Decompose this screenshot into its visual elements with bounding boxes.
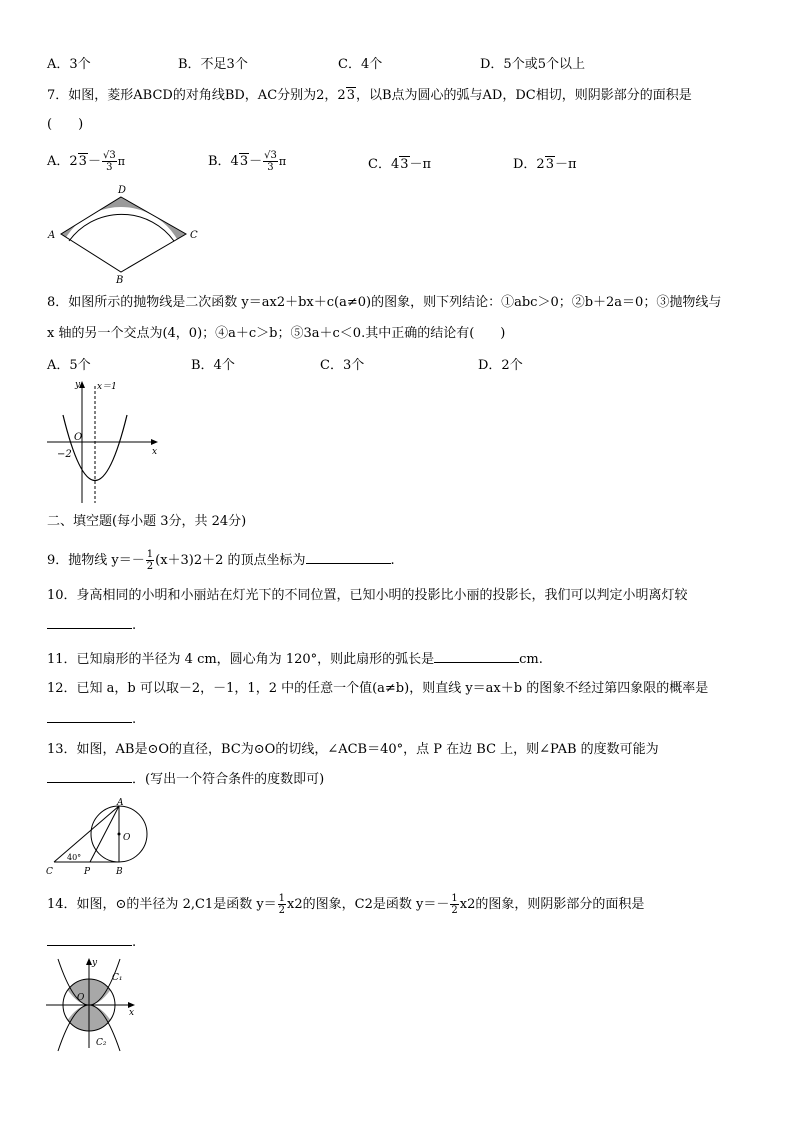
q14-label-y: y	[92, 958, 98, 968]
q13-line-ap	[90, 806, 119, 862]
q13-label-o: O	[123, 833, 131, 843]
q8-label-x: x	[152, 447, 158, 457]
q14-frac1	[278, 893, 286, 916]
q9-num: 1	[146, 549, 154, 560]
q7-b-pi: π	[278, 155, 287, 168]
q9-stem	[47, 549, 395, 572]
q7-a-sqrt: 3	[78, 154, 87, 169]
q7-b-num: √3	[264, 150, 277, 161]
q10-answer-line	[47, 614, 136, 636]
q13-answer-blank[interactable]	[47, 768, 132, 783]
q7-stem-part2: ，以B点为圆心的弧与AD，DC相切，则阴影部分的面积是	[355, 88, 692, 103]
q13-label-c: C	[46, 867, 53, 877]
q7-b-frac	[263, 150, 278, 173]
q7-b-pre: B．4	[208, 154, 239, 169]
q7-a-pi: π	[117, 155, 125, 168]
q14-den1: 2	[278, 905, 286, 916]
q11-pre: 11．已知扇形的半径为 4 cm，圆心角为 120°，则此扇形的弧长是	[47, 652, 435, 667]
q13-center-dot	[118, 833, 121, 836]
q7-a-frac	[102, 150, 117, 173]
q6-option-c: C．4个	[338, 57, 383, 72]
q7-stem	[47, 86, 692, 106]
q6-option-b: B．不足3个	[178, 57, 248, 72]
q14-label-c1: C₁	[112, 973, 123, 983]
q7-rhombus-figure	[40, 182, 210, 287]
q7-label-a: A	[48, 230, 56, 241]
q13-stem: 13．如图，AB是⊙O的直径，BC为⊙O的切线，∠ACB＝40°，点 P 在边 BC 上，则∠PAB 的度数可能为	[47, 742, 659, 757]
q13-line-ac	[54, 806, 119, 862]
q7-option-a	[47, 150, 125, 173]
q8-label-y: y	[75, 380, 81, 390]
q13-label-p: P	[84, 867, 91, 877]
q7-stem-part1: 7．如图，菱形ABCD的对角线BD，AC分别为2，2	[47, 88, 346, 103]
q11-answer-blank[interactable]	[434, 648, 519, 663]
q14-circle-parabola-figure	[44, 955, 144, 1050]
q9-end: .	[390, 553, 395, 568]
q7-b-den: 3	[267, 162, 274, 173]
q8-label-origin: O	[74, 432, 83, 443]
q7-a-minus: －	[87, 154, 101, 169]
q8-label-neg2: −2	[57, 449, 72, 460]
q10-answer-blank[interactable]	[47, 614, 132, 629]
q7-option-d	[513, 155, 577, 175]
q7-d-post: －π	[554, 157, 577, 172]
q14-stem	[47, 893, 644, 916]
q14-frac2	[450, 893, 458, 916]
q7-d-pre: D．2	[513, 157, 545, 172]
q9-frac	[146, 549, 154, 572]
q12-end: .	[132, 712, 137, 727]
q8-option-d: D．2个	[478, 358, 523, 373]
q7-option-c	[368, 155, 431, 175]
q12-answer-blank[interactable]	[47, 708, 132, 723]
q13-circle-figure	[44, 800, 154, 880]
q14-label-x: x	[129, 1008, 135, 1018]
q7-b-minus: －	[249, 154, 263, 169]
q7-option-b	[208, 150, 286, 173]
q13-answer-line	[47, 768, 324, 790]
q14-end: .	[132, 935, 137, 950]
q14-label-o: O	[77, 993, 85, 1003]
q7-b-sqrt: 3	[239, 154, 249, 169]
q7-label-b: B	[116, 275, 124, 286]
q8-stem-line2: x 轴的另一个交点为(4，0)；④a＋c＞b；⑤3a＋c＜0.其中正确的结论有( )	[47, 326, 506, 341]
q12-answer-line	[47, 708, 136, 730]
q7-c-sqrt: 3	[400, 157, 409, 172]
q14-num2: 1	[451, 893, 458, 904]
section2-title: 二、填空题(每小题 3分，共 24分)	[47, 514, 247, 529]
q13-label-a: A	[117, 798, 124, 808]
q7-d-sqrt: 3	[545, 157, 554, 172]
q9-answer-blank[interactable]	[306, 549, 391, 564]
q9-den: 2	[146, 561, 154, 572]
q13-label-angle: 40°	[67, 853, 82, 862]
q7-a-den: 3	[106, 162, 113, 173]
q7-paren: ( )	[47, 117, 84, 132]
q7-label-d: D	[118, 185, 127, 196]
q9-pre: 9．抛物线 y＝－	[47, 553, 145, 568]
q13-label-b: B	[116, 867, 123, 877]
q8-option-a: A．5个	[47, 358, 91, 373]
q7-a-num: √3	[102, 150, 116, 161]
q14-den2: 2	[451, 905, 458, 916]
q10-end: .	[132, 618, 137, 633]
q6-option-d: D．5个或5个以上	[480, 57, 585, 72]
q8-option-c: C．3个	[320, 358, 365, 373]
q7-a-pre: A．2	[47, 154, 78, 169]
q8-label-symmetry: x＝1	[97, 382, 117, 392]
q7-label-c: C	[190, 230, 198, 241]
q6-option-a: A．3个	[47, 57, 91, 72]
q7-c-pre: C．4	[368, 157, 400, 172]
q14-mid: x2的图象，C2是函数 y＝－	[287, 897, 450, 912]
q14-label-c2: C₂	[96, 1038, 107, 1048]
q14-post: x2的图象，则阴影部分的面积是	[459, 897, 645, 912]
q11-end: cm.	[519, 652, 543, 667]
q14-pre: 14．如图，⊙的半径为 2,C1是函数 y＝	[47, 897, 277, 912]
q8-option-b: B．4个	[191, 358, 235, 373]
q8-parabola-figure	[45, 378, 170, 506]
q14-answer-blank[interactable]	[47, 931, 132, 946]
q14-num1: 1	[278, 893, 286, 904]
q11-stem	[47, 648, 543, 670]
q7-c-post: －π	[409, 157, 432, 172]
q10-stem: 10．身高相同的小明和小丽站在灯光下的不同位置，已知小明的投影比小丽的投影长，我们可以判定小明离灯较	[47, 588, 688, 603]
q14-answer-line	[47, 931, 136, 953]
q8-x-arrow	[151, 439, 158, 445]
q9-post: (x＋3)2＋2 的顶点坐标为	[155, 553, 306, 568]
q12-stem: 12．已知 a，b 可以取－2，－1，1，2 中的任意一个值(a≠b)，则直线 y＝ax＋b 的图象不经过第四象限的概率是	[47, 681, 709, 696]
q7-stem-sqrt: 3	[346, 88, 355, 103]
q8-stem-line1: 8．如图所示的抛物线是二次函数 y＝ax2＋bx＋c(a≠0)的图象，则下列结论：①abc＞0；②b＋2a＝0；③抛物线与	[47, 295, 722, 310]
q13-hint: ．(写出一个符合条件的度数即可)	[132, 772, 325, 787]
